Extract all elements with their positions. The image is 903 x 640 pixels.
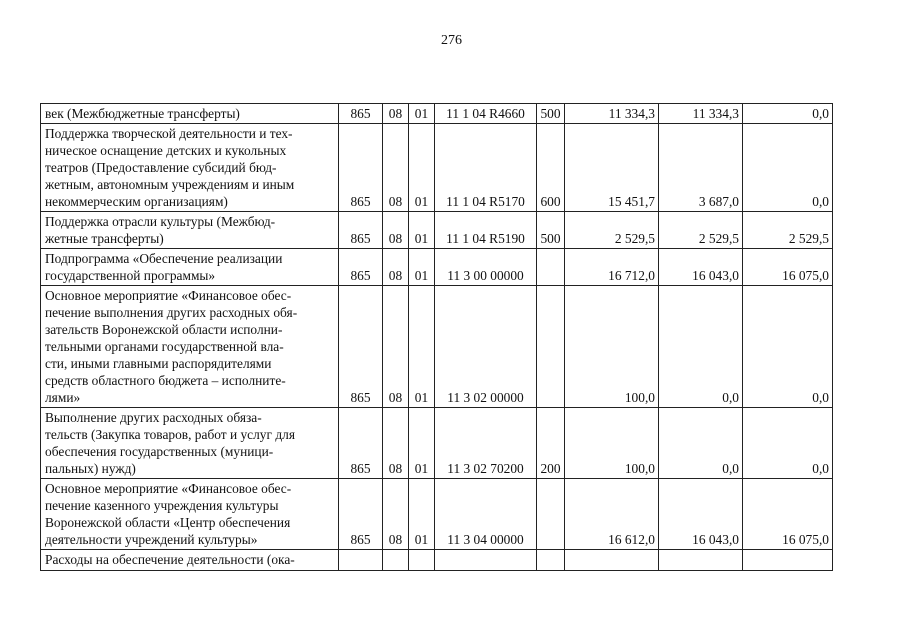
amount-cell-2: 0,0 <box>659 286 743 408</box>
subsection-cell <box>409 550 435 571</box>
expense-type-cell <box>537 286 565 408</box>
row-name: Поддержка отрасли культуры (Межбюд- жетные трансферты) <box>41 212 339 249</box>
amount-cell-1 <box>565 550 659 571</box>
amount-cell-3: 16 075,0 <box>743 249 833 286</box>
grbs-cell: 865 <box>339 408 383 479</box>
subsection-cell: 01 <box>409 408 435 479</box>
table-row <box>41 104 833 124</box>
section-cell: 08 <box>383 408 409 479</box>
section-cell <box>383 550 409 571</box>
grbs-cell: 865 <box>339 124 383 212</box>
grbs-cell: 865 <box>339 104 383 124</box>
amount-cell-2: 16 043,0 <box>659 249 743 286</box>
row-name: век (Межбюджетные трансферты) <box>41 104 339 124</box>
page-number: 276 <box>441 33 462 48</box>
section-cell: 08 <box>383 104 409 124</box>
amount-cell-2 <box>659 550 743 571</box>
amount-cell-3: 2 529,5 <box>743 212 833 249</box>
row-name: Подпрограмма «Обеспечение реализации государственной программы» <box>41 249 339 286</box>
table-row <box>41 212 833 249</box>
grbs-cell: 865 <box>339 286 383 408</box>
expense-type-cell: 600 <box>537 124 565 212</box>
section-cell: 08 <box>383 479 409 550</box>
section-cell: 08 <box>383 124 409 212</box>
target-article-cell: 11 3 00 00000 <box>435 249 537 286</box>
amount-cell-3: 0,0 <box>743 104 833 124</box>
amount-cell-3: 16 075,0 <box>743 479 833 550</box>
subsection-cell: 01 <box>409 479 435 550</box>
target-article-cell: 11 1 04 R5170 <box>435 124 537 212</box>
amount-cell-3: 0,0 <box>743 124 833 212</box>
amount-cell-1: 16 612,0 <box>565 479 659 550</box>
table-row <box>41 550 833 571</box>
grbs-cell: 865 <box>339 212 383 249</box>
amount-cell-3: 0,0 <box>743 286 833 408</box>
expense-type-cell <box>537 550 565 571</box>
budget-table <box>40 103 833 571</box>
target-article-cell <box>435 550 537 571</box>
target-article-cell: 11 3 04 00000 <box>435 479 537 550</box>
amount-cell-1: 100,0 <box>565 408 659 479</box>
amount-cell-1: 2 529,5 <box>565 212 659 249</box>
table-row <box>41 124 833 212</box>
amount-cell-2: 16 043,0 <box>659 479 743 550</box>
target-article-cell: 11 3 02 00000 <box>435 286 537 408</box>
expense-type-cell <box>537 249 565 286</box>
amount-cell-2: 0,0 <box>659 408 743 479</box>
row-name: Поддержка творческой деятельности и тех- ническое оснащение детских и кукольных театров (Предоставление субсидий бюд- жетным, автономным учреждениям и иным некоммерческим организациям) <box>41 124 339 212</box>
amount-cell-3 <box>743 550 833 571</box>
expense-type-cell: 500 <box>537 212 565 249</box>
row-name: Выполнение других расходных обяза- тельств (Закупка товаров, работ и услуг для обеспечения государственных (муници- пальных) нужд) <box>41 408 339 479</box>
subsection-cell: 01 <box>409 124 435 212</box>
subsection-cell: 01 <box>409 104 435 124</box>
row-name: Расходы на обеспечение деятельности (ока- <box>41 550 339 571</box>
amount-cell-1: 11 334,3 <box>565 104 659 124</box>
amount-cell-1: 100,0 <box>565 286 659 408</box>
subsection-cell: 01 <box>409 286 435 408</box>
grbs-cell <box>339 550 383 571</box>
amount-cell-2: 3 687,0 <box>659 124 743 212</box>
expense-type-cell <box>537 479 565 550</box>
grbs-cell: 865 <box>339 479 383 550</box>
subsection-cell: 01 <box>409 249 435 286</box>
amount-cell-2: 11 334,3 <box>659 104 743 124</box>
grbs-cell: 865 <box>339 249 383 286</box>
amount-cell-2: 2 529,5 <box>659 212 743 249</box>
section-cell: 08 <box>383 249 409 286</box>
amount-cell-1: 15 451,7 <box>565 124 659 212</box>
row-name: Основное мероприятие «Финансовое обес- печение казенного учреждения культуры Воронежской области «Центр обеспечения деятельности учреждений культуры» <box>41 479 339 550</box>
subsection-cell: 01 <box>409 212 435 249</box>
table-row <box>41 286 833 408</box>
table-row <box>41 408 833 479</box>
amount-cell-1: 16 712,0 <box>565 249 659 286</box>
amount-cell-3: 0,0 <box>743 408 833 479</box>
table-row <box>41 479 833 550</box>
table-row <box>41 249 833 286</box>
target-article-cell: 11 1 04 R4660 <box>435 104 537 124</box>
expense-type-cell: 500 <box>537 104 565 124</box>
target-article-cell: 11 3 02 70200 <box>435 408 537 479</box>
row-name: Основное мероприятие «Финансовое обес- печение выполнения других расходных обя- зательств Воронежской области исполни- тельными органами государственной вла- сти, иными главными распорядителями средств областного бюджета – исполните- лями» <box>41 286 339 408</box>
section-cell: 08 <box>383 286 409 408</box>
section-cell: 08 <box>383 212 409 249</box>
target-article-cell: 11 1 04 R5190 <box>435 212 537 249</box>
expense-type-cell: 200 <box>537 408 565 479</box>
